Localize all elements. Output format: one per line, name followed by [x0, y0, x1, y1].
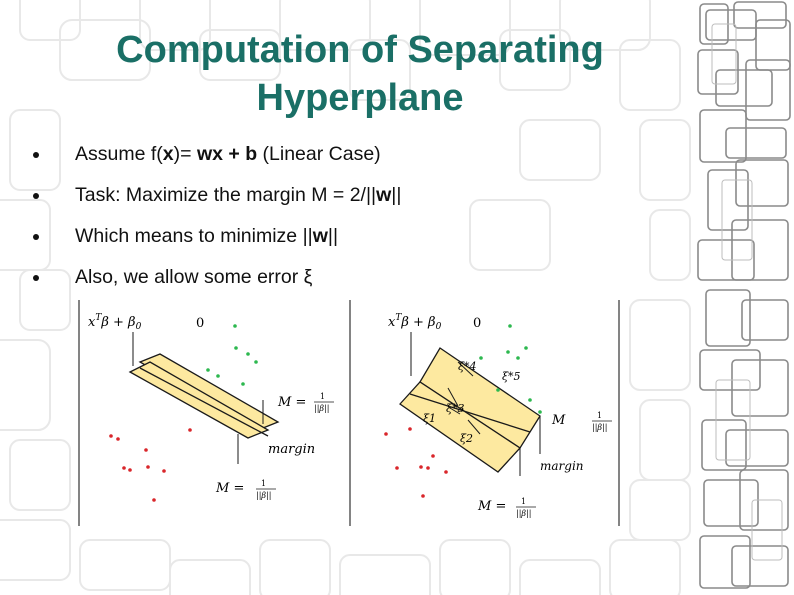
right-m-bottom-num: 1: [521, 497, 527, 506]
title-line-2: Hyperplane: [256, 77, 464, 119]
right-red-points: [384, 427, 448, 498]
slide-title: [40, 26, 680, 122]
left-hyperplane-label: $x^T\beta + \beta_0$: [88, 313, 142, 332]
left-m-bottom-den: ||β||: [256, 491, 272, 500]
bullet-dot-icon: [33, 234, 39, 240]
bullet-text-pre: Task: Maximize the margin M = 2/||: [75, 184, 377, 206]
red-point: [395, 466, 399, 470]
bullet-list: [30, 138, 670, 302]
right-m-bottom-den: ||β||: [516, 509, 532, 518]
bullet-item: [30, 220, 670, 261]
right-hyperplane-eq: 0: [473, 316, 482, 331]
green-point: [479, 356, 483, 360]
red-point: [188, 428, 192, 432]
left-m-frac-num: 1: [320, 392, 326, 401]
bullet-text-post: ||: [391, 184, 402, 206]
red-point: [122, 466, 126, 470]
green-point: [234, 346, 238, 350]
green-point: [496, 388, 500, 392]
bullet-item: [30, 179, 670, 220]
green-point: [233, 324, 237, 328]
red-point: [128, 468, 132, 472]
left-margin-band: [140, 354, 278, 430]
right-m-bottom: M =: [478, 499, 507, 514]
title-line-1: Computation of Separating: [116, 29, 604, 71]
red-point: [444, 470, 448, 474]
green-point: [206, 368, 210, 372]
left-m-frac-den: ||β||: [314, 404, 330, 413]
bullet-text-pre: Also, we allow some error ξ: [75, 266, 313, 288]
bullet-bold-w: w: [312, 225, 328, 247]
svm-figure: [78, 296, 620, 528]
bullet-bold-formula: wx + b: [196, 143, 258, 165]
bullet-text-pre: Assume f(: [75, 143, 163, 165]
right-panel: [384, 313, 612, 518]
green-point: [538, 410, 542, 414]
bullet-text-pre: Which means to minimize ||: [75, 225, 313, 247]
green-point: [528, 398, 532, 402]
left-m-bottom: M =: [216, 481, 245, 496]
xi-label-2: ξ2: [460, 432, 474, 445]
red-point: [426, 466, 430, 470]
bullet-dot-icon: [33, 152, 39, 158]
red-point: [419, 465, 423, 469]
red-point: [384, 432, 388, 436]
red-point: [431, 454, 435, 458]
left-green-points: [206, 324, 258, 386]
left-m-top: M =: [278, 395, 307, 410]
left-hyperplane-eq: 0: [196, 316, 205, 331]
right-m-label: M: [552, 413, 566, 428]
xi-label-1: ξ1: [423, 412, 437, 425]
green-point: [246, 352, 250, 356]
xi-label-4: ξ*4: [458, 360, 477, 373]
right-decorative-strip: [696, 0, 794, 595]
green-point: [508, 324, 512, 328]
red-point: [152, 498, 156, 502]
bullet-text-mid: )=: [173, 143, 197, 165]
right-hyperplane-label: $x^T\beta + \beta_0$: [388, 313, 442, 332]
right-m-frac-den: ||β||: [592, 423, 608, 432]
bullet-bold-x: x: [162, 143, 174, 165]
right-margin-text: margin: [540, 459, 584, 473]
left-red-points: [109, 428, 192, 502]
red-point: [421, 494, 425, 498]
red-point: [162, 469, 166, 473]
green-point: [524, 346, 528, 350]
red-point: [116, 437, 120, 441]
red-point: [144, 448, 148, 452]
green-point: [216, 374, 220, 378]
right-m-frac-num: 1: [597, 411, 603, 420]
left-m-bottom-num: 1: [261, 479, 267, 488]
bullet-text-post: (Linear Case): [257, 143, 381, 165]
bullet-item: [30, 138, 670, 179]
bullet-text-post: ||: [327, 225, 339, 247]
green-point: [254, 360, 258, 364]
red-point: [146, 465, 150, 469]
left-panel: [88, 313, 334, 502]
green-point: [241, 382, 245, 386]
red-point: [408, 427, 412, 431]
bullet-dot-icon: [33, 193, 39, 199]
bullet-bold-w: w: [376, 184, 392, 206]
xi-label-3: ξ*3: [446, 402, 465, 415]
left-margin-text: margin: [268, 442, 316, 457]
green-point: [506, 350, 510, 354]
green-point: [516, 356, 520, 360]
xi-label-5: ξ*5: [502, 370, 521, 383]
left-hyperplane-line: [140, 368, 268, 436]
bullet-dot-icon: [33, 275, 39, 281]
red-point: [109, 434, 113, 438]
